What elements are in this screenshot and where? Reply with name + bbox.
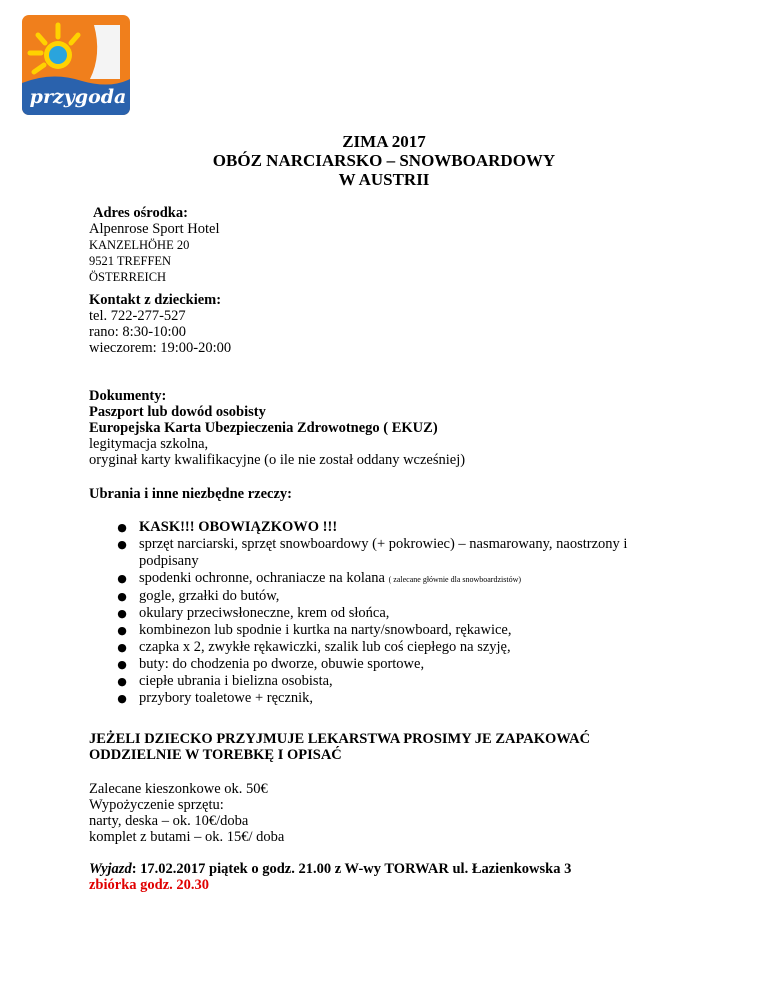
rental-set: komplet z butami – ok. 15€/ doba: [89, 829, 285, 845]
list-item: ● KASK!!! OBOWIĄZKOWO !!!: [117, 519, 338, 535]
list-item: ● buty: do chodzenia po dworze, obuwie sportowe,: [117, 656, 425, 672]
bullet-icon: ●: [117, 692, 127, 705]
medicine-line-1: JEŻELI DZIECKO PRZYJMUJE LEKARSTWA PROSIMY JE ZAPAKOWAĆ: [89, 731, 591, 747]
list-item: ● gogle, grzałki do butów,: [117, 588, 280, 604]
address-label: Adres ośrodka:: [93, 205, 188, 221]
list-item: ● czapka x 2, zwykłe rękawiczki, szalik lub coś ciepłego na szyję,: [117, 639, 511, 655]
hotel-country: ÖSTERREICH: [89, 270, 167, 284]
contact-morning: rano: 8:30-10:00: [89, 324, 187, 340]
hotel-name: Alpenrose Sport Hotel: [89, 221, 220, 237]
title-line-1: ZIMA 2017: [342, 132, 426, 151]
document-title: [0, 132, 768, 189]
list-item: ● okulary przeciwsłoneczne, krem od słońca,: [117, 605, 390, 621]
documents-school-id: legitymacja szkolna,: [89, 436, 209, 452]
svg-text:przygoda: przygoda: [29, 86, 127, 108]
przygoda-logo: [22, 15, 130, 115]
documents-passport: Paszport lub dowód osobisty: [89, 404, 266, 420]
medicine-notice: [89, 731, 590, 763]
bullet-icon: ●: [117, 641, 127, 654]
bullet-icon: ●: [117, 538, 127, 551]
list-item: ● sprzęt narciarski, sprzęt snowboardowy (+ pokrowiec) – nasmarowany, naostrzony i: [117, 536, 628, 552]
documents-section: [89, 388, 465, 468]
departure-section: [89, 861, 571, 893]
list-item: ● ciepłe ubrania i bielizna osobista,: [117, 673, 333, 689]
rental-skis: narty, deska – ok. 10€/doba: [89, 813, 249, 829]
list-item: ● przybory toaletowe + ręcznik,: [117, 690, 314, 706]
departure-line: [89, 861, 571, 877]
bullet-icon: ●: [117, 624, 127, 637]
pocket-money: Zalecane kieszonkowe ok. 50€: [89, 781, 268, 797]
departure-details: : 17.02.2017 piątek o godz. 21.00 z W-wy TORWAR ul. Łazienkowska 3: [131, 861, 572, 877]
list-item: ● spodenki ochronne, ochraniacze na kolana ( zalecane głównie dla snowboardzistów): [117, 570, 522, 586]
list-item: ● kombinezon lub spodnie i kurtka na narty/snowboard, rękawice,: [117, 622, 512, 638]
contact-label: Kontakt z dzieckiem:: [89, 292, 222, 308]
documents-ekuz: Europejska Karta Ubezpieczenia Zdrowotnego ( EKUZ): [89, 420, 438, 436]
contact-phone: tel. 722-277-527: [89, 308, 186, 324]
contact-section: [89, 292, 231, 356]
medicine-line-2: ODDZIELNIE W TOREBKĘ I OPISAĆ: [89, 747, 342, 763]
bullet-icon: ●: [117, 658, 127, 671]
clothing-list: [0, 519, 628, 707]
documents-card: oryginał karty kwalifikacyjne (o ile nie został oddany wcześniej): [89, 452, 466, 468]
title-line-3: W AUSTRII: [338, 170, 430, 189]
bullet-icon: ●: [117, 675, 127, 688]
hotel-street: KANZELHÖHE 20: [89, 238, 190, 252]
hotel-city: 9521 TREFFEN: [89, 254, 172, 268]
bullet-icon: ●: [117, 572, 127, 585]
documents-label: Dokumenty:: [89, 388, 167, 404]
list-item-note: ( zalecane głównie dla snowboardzistów): [388, 575, 522, 584]
bullet-icon: ●: [117, 607, 127, 620]
money-section: [89, 781, 284, 845]
meeting-time: zbiórka godz. 20.30: [89, 877, 210, 893]
address-section: [89, 205, 219, 285]
rental-label: Wypożyczenie sprzętu:: [89, 797, 224, 813]
departure-label: Wyjazd: [89, 861, 132, 877]
contact-evening: wieczorem: 19:00-20:00: [89, 340, 232, 356]
title-line-2: OBÓZ NARCIARSKO – SNOWBOARDOWY: [212, 151, 556, 170]
clothing-label: Ubrania i inne niezbędne rzeczy:: [89, 486, 292, 502]
list-item-continuation: podpisany: [139, 553, 199, 569]
bullet-icon: ●: [117, 521, 127, 534]
bullet-icon: ●: [117, 590, 127, 603]
